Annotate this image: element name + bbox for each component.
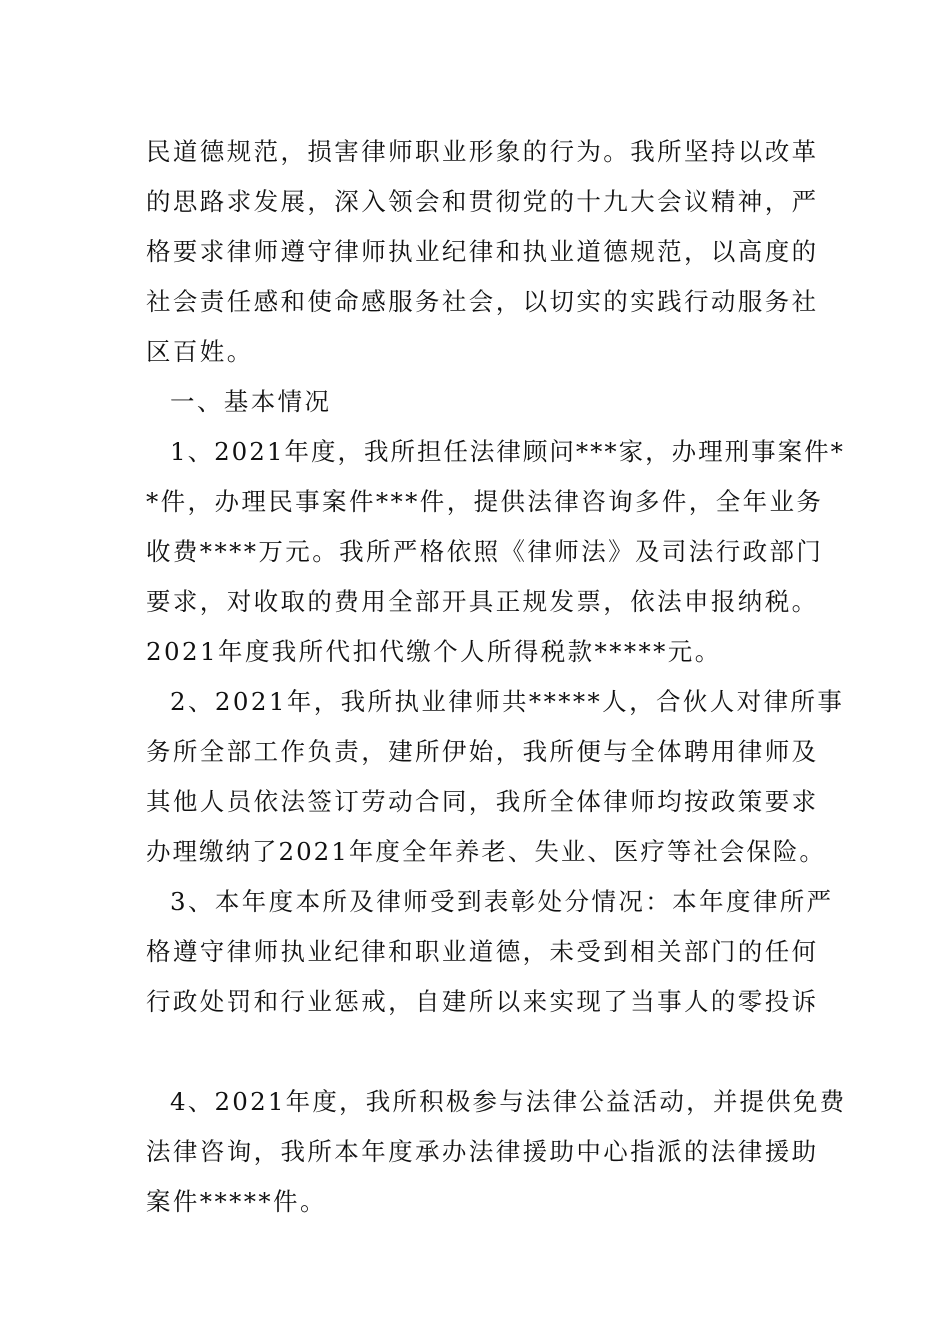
body-line: 务所全部工作负责，建所伊始，我所便与全体聘用律师及	[146, 737, 819, 766]
body-line: 民道德规范，损害律师职业形象的行为。我所坚持以改革	[146, 137, 819, 166]
body-line: 4、2021年度，我所积极参与法律公益活动，并提供免费	[170, 1087, 847, 1116]
body-line: 的思路求发展，深入领会和贯彻党的十九大会议精神，严	[146, 187, 819, 216]
body-line: 格要求律师遵守律师执业纪律和执业道德规范，以高度的	[146, 237, 819, 266]
body-line: *件，办理民事案件***件，提供法律咨询多件，全年业务	[146, 487, 824, 516]
body-line: 案件*****件。	[146, 1187, 327, 1216]
section-heading: 一、基本情况	[170, 387, 332, 416]
body-line: 1、2021年度，我所担任法律顾问***家，办理刑事案件*	[170, 437, 845, 466]
body-line: 3、本年度本所及律师受到表彰处分情况：本年度律所严	[170, 887, 834, 916]
body-line: 行政处罚和行业惩戒，自建所以来实现了当事人的零投诉	[146, 987, 819, 1016]
body-line: 收费****万元。我所严格依照《律师法》及司法行政部门	[146, 537, 824, 566]
body-line: 要求，对收取的费用全部开具正规发票，依法申报纳税。	[146, 587, 819, 616]
body-line: 法律咨询，我所本年度承办法律援助中心指派的法律援助	[146, 1137, 819, 1166]
body-line: 2、2021年，我所执业律师共*****人，合伙人对律所事	[170, 687, 845, 716]
body-line: 办理缴纳了2021年度全年养老、失业、医疗等社会保险。	[146, 837, 826, 866]
body-line: 格遵守律师执业纪律和职业道德，未受到相关部门的任何	[146, 937, 819, 966]
body-line: 区百姓。	[146, 337, 254, 366]
body-line: 社会责任感和使命感服务社会，以切实的实践行动服务社	[146, 287, 819, 316]
body-line: 2021年度我所代扣代缴个人所得税款*****元。	[146, 637, 722, 666]
body-line: 其他人员依法签订劳动合同，我所全体律师均按政策要求	[146, 787, 819, 816]
